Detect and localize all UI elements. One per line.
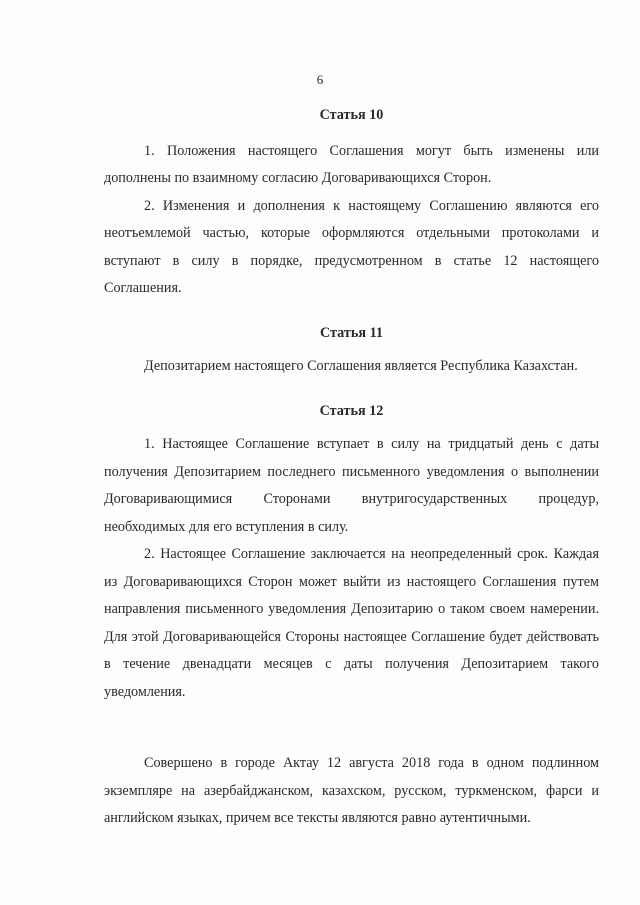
article-10-paragraph-2: 2. Изменения и дополнения к настоящему Соглашению являются его неотъемлемой частью, которые оформляются отдельными протоколами и вступают в силу в порядке, предусмотренном в статье 12 настоящего Соглашения. xyxy=(104,197,599,296)
article-10-paragraph-1: 1. Положения настоящего Соглашения могут быть изменены или дополнены по взаимному согласию Договаривающихся Сторон. xyxy=(104,142,599,186)
article-12-heading: Статья 12 xyxy=(319,402,384,419)
article-11 xyxy=(104,320,599,381)
page-number: 6 xyxy=(316,72,324,87)
article-12 xyxy=(104,398,599,707)
article-10 xyxy=(104,102,599,303)
article-12-paragraph-1: 1. Настоящее Соглашение вступает в силу на тридцатый день с даты получения Депозитарием последнего письменного уведомления о выполнении Договаривающимися Сторонами внутригосударственных процедур, необходимых для его вступления в силу. xyxy=(104,436,599,535)
article-12-paragraph-2: 2. Настоящее Соглашение заключается на неопределенный срок. Каждая из Договаривающихся Сторон может выйти из настоящего Соглашения путем направления письменного уведомления Депозитарию о таком своем намерении. Для этой Договаривающейся Стороны настоящее Соглашение будет действовать в течение двенадцати месяцев с даты получения Депозитарием такого уведомления. xyxy=(104,546,599,700)
article-11-heading: Статья 11 xyxy=(319,324,384,341)
article-11-paragraph-1: Депозитарием настоящего Соглашения является Республика Казахстан. xyxy=(144,358,578,374)
article-10-heading: Статья 10 xyxy=(319,107,384,123)
document-body xyxy=(104,102,599,833)
closing-statement: Совершено в городе Актау 12 августа 2018 года в одном подлинном экземпляре на азербайджанском, казахском, русском, туркменском, фарси и английском языках, причем все тексты являются равно аутентичными. xyxy=(104,755,599,826)
